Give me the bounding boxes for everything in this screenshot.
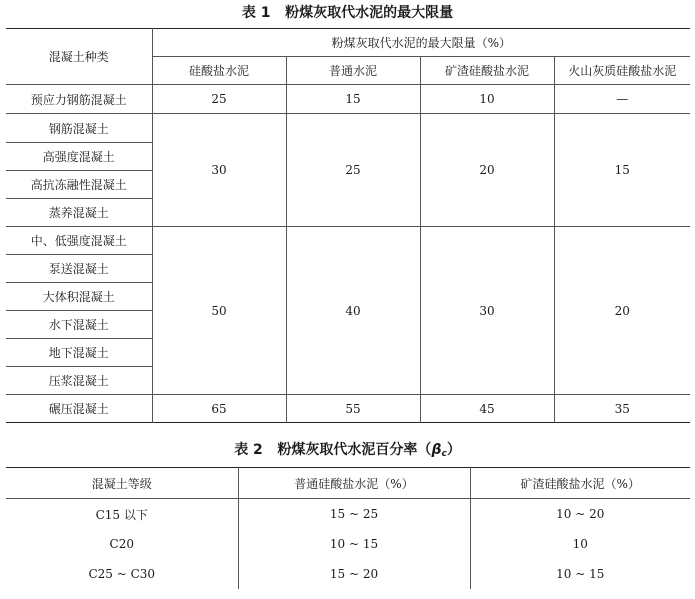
beta-symbol: β (431, 442, 442, 458)
column-header: 硅酸盐水泥 (152, 57, 286, 85)
cell-value: 20 (554, 227, 690, 395)
row-label: 水下混凝土 (6, 311, 152, 339)
table1-caption-number: 表 1 (241, 5, 271, 21)
table-row (6, 529, 690, 559)
table2-caption-number: 表 2 (234, 442, 263, 458)
row-label: 蒸养混凝土 (6, 199, 152, 227)
cell-value: 10 ~ 15 (470, 559, 690, 589)
column-header: 矿渣硅酸盐水泥（%） (470, 468, 690, 499)
cell-value: 40 (286, 227, 420, 395)
concrete-type-header: 混凝土种类 (6, 29, 152, 85)
column-header: 普通硅酸盐水泥（%） (238, 468, 470, 499)
beta-subscript: c (441, 449, 447, 459)
cell-value: 15 ~ 20 (238, 559, 470, 589)
cell-value: 55 (286, 395, 420, 423)
cell-value: 10 (470, 529, 690, 559)
column-header: 火山灰质硅酸盐水泥 (554, 57, 690, 85)
table1-caption (0, 4, 695, 22)
row-label: 压浆混凝土 (6, 367, 152, 395)
table-row (6, 499, 690, 530)
table-row (6, 85, 690, 114)
row-label: 泵送混凝土 (6, 255, 152, 283)
cell-value: 50 (152, 227, 286, 395)
table2-caption-text: 粉煤灰取代水泥百分率（ (277, 442, 432, 458)
cell-value: 10 ~ 20 (470, 499, 690, 530)
cell-value: 45 (420, 395, 554, 423)
cell-value: C20 (109, 537, 134, 551)
cell-value: 35 (554, 395, 690, 423)
cell-value: 10 (420, 85, 554, 114)
cell-value: C25 ~ C30 (88, 567, 156, 581)
column-header: 混凝土等级 (6, 468, 238, 499)
row-label: 碾压混凝土 (6, 395, 152, 423)
fly-ash-max-limit-table (6, 28, 690, 423)
cell-value: 15 (286, 85, 420, 114)
fly-ash-replacement-percentage-table (6, 467, 690, 589)
cell-value: 25 (152, 85, 286, 114)
row-label: 高强度混凝土 (6, 143, 152, 171)
table-row (6, 227, 690, 255)
cell-value: 25 (286, 114, 420, 227)
cell-value: C15 以下 (95, 507, 148, 522)
table2-caption (0, 441, 695, 463)
table1-caption-text: 粉煤灰取代水泥的最大限量 (285, 5, 454, 21)
cell-value: 15 (554, 114, 690, 227)
row-label: 中、低强度混凝土 (6, 227, 152, 255)
row-label: 地下混凝土 (6, 339, 152, 367)
caption-close-paren: ） (446, 442, 461, 458)
cell-value: — (554, 85, 690, 114)
header-row (6, 468, 690, 499)
cell-value: 20 (420, 114, 554, 227)
column-header: 普通水泥 (286, 57, 420, 85)
row-label: 大体积混凝土 (6, 283, 152, 311)
cell-value: 10 ~ 15 (238, 529, 470, 559)
table-row (6, 395, 690, 423)
cell-value: 65 (152, 395, 286, 423)
cell-value: 30 (420, 227, 554, 395)
cell-value: 30 (152, 114, 286, 227)
table-row (6, 559, 690, 589)
row-label: 预应力钢筋混凝土 (6, 85, 152, 114)
table-row (6, 114, 690, 143)
max-limit-group-header: 粉煤灰取代水泥的最大限量（%） (152, 29, 690, 57)
cell-value: 15 ~ 25 (238, 499, 470, 530)
row-label: 高抗冻融性混凝土 (6, 171, 152, 199)
row-label: 钢筋混凝土 (6, 114, 152, 143)
column-header: 矿渣硅酸盐水泥 (420, 57, 554, 85)
